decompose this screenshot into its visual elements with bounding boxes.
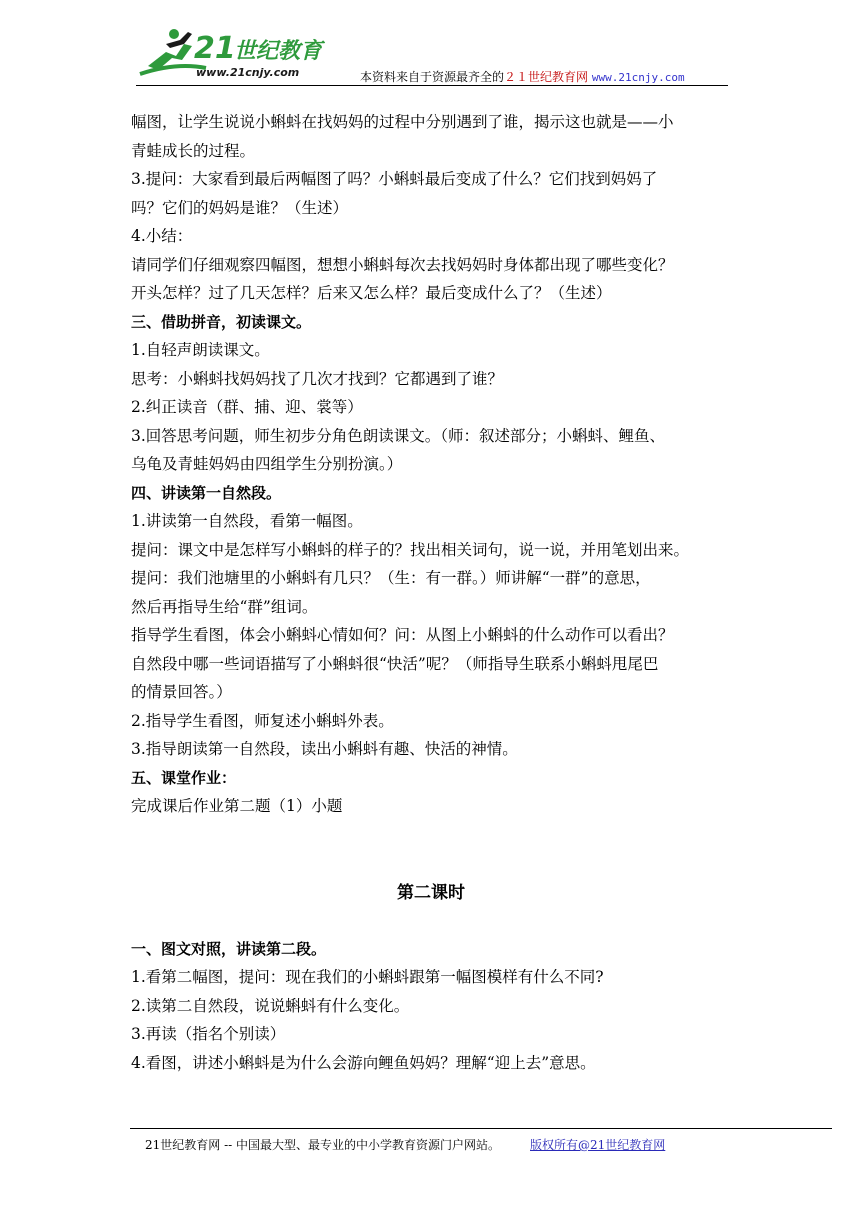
text-line: 吗？它们的妈妈是谁？（生述）	[131, 198, 349, 217]
text-line: 1.自轻声朗读课文。	[131, 341, 270, 359]
section-title: 第二课时	[397, 882, 465, 903]
lesson-part-one	[131, 108, 731, 821]
text-line: 1.讲读第一自然段，看第一幅图。	[131, 512, 363, 530]
document-body	[131, 108, 731, 1077]
section-heading: 四、讲读第一自然段。	[131, 483, 282, 502]
text-line: 提问：我们池塘里的小蝌蚪有几只？（生：有一群。）师讲解“一群”的意思，	[131, 569, 651, 587]
text-line: 1.看第二幅图，提问：现在我们的小蝌蚪跟第一幅图模样有什么不同?	[131, 968, 604, 986]
text-line: 4.看图，讲述小蝌蚪是为什么会游向鲤鱼妈妈？理解“迎上去”意思。	[131, 1053, 596, 1072]
lesson-part-two	[131, 935, 731, 1078]
page-header	[0, 0, 860, 100]
text-line: 思考：小蝌蚪找妈妈找了几次才找到？它都遇到了谁？	[131, 369, 504, 388]
text-line: 3.再读（指名个别读）	[131, 1025, 286, 1043]
header-url-link[interactable]: www.21cnjy.com	[591, 71, 685, 84]
header-site-link[interactable]: ２１世纪教育网	[504, 70, 589, 84]
header-note-prefix: 本资料来自于资源最齐全的	[360, 70, 505, 84]
runner-logo-icon	[136, 22, 336, 82]
text-line: 2.指导学生看图，师复述小蝌蚪外表。	[131, 711, 394, 730]
svg-text:www.21cnjy.com: www.21cnjy.com	[196, 66, 300, 79]
header-source-note	[360, 68, 685, 85]
text-line: 2.读第二自然段，说说蝌蚪有什么变化。	[131, 996, 410, 1015]
text-line: 然后再指导生给“群”组词。	[131, 597, 318, 616]
text-line: 指导学生看图，体会小蝌蚪心情如何？问：从图上小蝌蚪的什么动作可以看出？	[131, 626, 674, 644]
section-heading: 一、图文对照，讲读第二段。	[131, 939, 327, 958]
footer-divider	[130, 1128, 832, 1129]
text-line: 幅图，让学生说说小蝌蚪在找妈妈的过程中分别遇到了谁，揭示这也就是——小	[131, 113, 674, 131]
text-line: 乌龟及青蛙妈妈由四组学生分别扮演。）	[131, 455, 403, 473]
text-line: 完成课后作业第二题（1）小题	[131, 797, 343, 815]
text-line: 提问：课文中是怎样写小蝌蚪的样子的？找出相关词句，说一说，并用笔划出来。	[131, 540, 690, 559]
section-heading: 三、借助拼音，初读课文。	[131, 312, 312, 331]
text-line: 3.指导朗读第一自然段，读出小蝌蚪有趣、快活的神情。	[131, 740, 518, 758]
svg-text:世纪教育: 世纪教育	[234, 39, 323, 64]
text-line: 的情景回答。）	[131, 683, 232, 701]
header-divider	[136, 85, 728, 86]
text-line: 请同学们仔细观察四幅图，想想小蝌蚪每次去找妈妈时身体都出现了哪些变化？	[131, 255, 674, 274]
site-logo[interactable]	[136, 22, 336, 82]
svg-text:21: 21	[194, 31, 236, 66]
page-footer	[145, 1136, 665, 1153]
text-line: 2.纠正读音（群、捕、迎、裳等）	[131, 398, 363, 416]
text-line: 青蛙成长的过程。	[131, 141, 256, 160]
footer-site-description: 21世纪教育网 -- 中国最大型、最专业的中小学教育资源门户网站。	[145, 1138, 501, 1152]
footer-copyright-link[interactable]: 版权所有@21世纪教育网	[530, 1138, 666, 1152]
text-line: 4.小结：	[131, 227, 193, 245]
section-heading: 五、课堂作业：	[131, 768, 237, 787]
text-line: 开头怎样？过了几天怎样？后来又怎么样？最后变成什么了？（生述）	[131, 284, 612, 302]
text-line: 自然段中哪一些词语描写了小蝌蚪很“快活”呢？（师指导生联系小蝌蚪甩尾巴	[131, 654, 659, 673]
text-line: 3.回答思考问题，师生初步分角色朗读课文。（师：叙述部分；小蝌蚪、鲤鱼、	[131, 426, 666, 445]
text-line: 3.提问：大家看到最后两幅图了吗？小蝌蚪最后变成了什么？它们找到妈妈了	[131, 170, 658, 188]
